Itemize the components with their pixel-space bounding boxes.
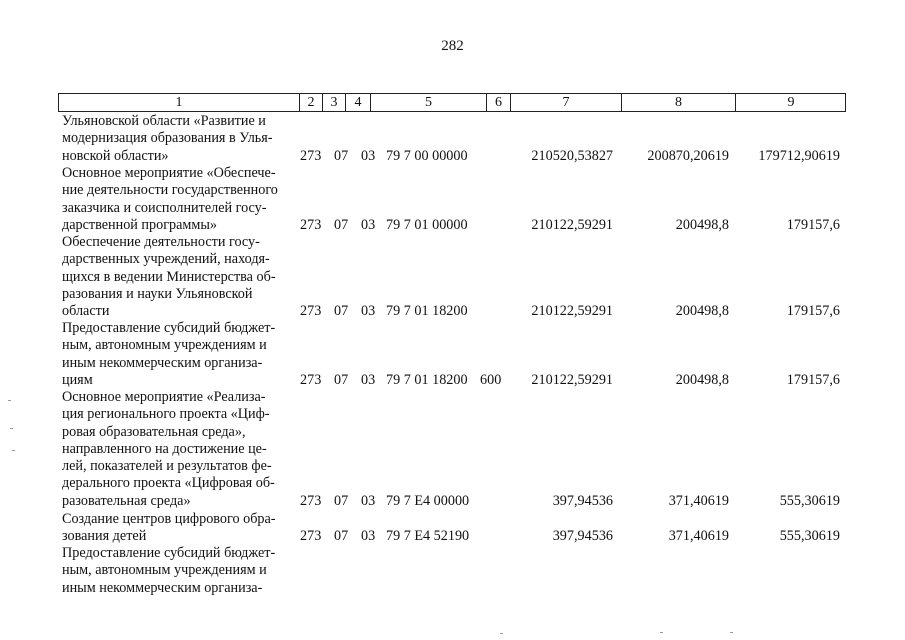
cell-amount-col7: 210122,59291 — [531, 372, 613, 388]
cell-amount-col9: 179157,6 — [786, 217, 840, 233]
description-line: ровая образовательная среда», — [62, 423, 246, 440]
cell-subsection: 03 — [361, 217, 376, 233]
cell-amount-col8: 200498,8 — [675, 372, 729, 388]
header-col-8: 8 — [621, 94, 735, 111]
description-line: заказчика и соисполнителей госу- — [62, 199, 267, 216]
cell-subsection: 03 — [361, 148, 376, 164]
scan-speck — [730, 632, 733, 633]
table-header — [58, 93, 846, 112]
cell-subsection: 03 — [361, 303, 376, 319]
cell-amount-col7: 210122,59291 — [531, 217, 613, 233]
cell-section: 07 — [334, 148, 349, 164]
page-number: 282 — [441, 38, 464, 54]
cell-subsection: 03 — [361, 493, 376, 509]
cell-amount-col7: 397,94536 — [552, 493, 613, 509]
description-line: разования и науки Ульяновской — [62, 285, 253, 302]
row-description — [62, 165, 295, 234]
description-line: направленного на достижение це- — [62, 440, 267, 457]
cell-target-code: 79 7 01 00000 — [386, 217, 468, 233]
cell-admin-code: 273 — [300, 372, 322, 388]
description-line: ние деятельности государственного — [62, 182, 278, 199]
description-line: дерального проекта «Цифровая об- — [62, 475, 275, 492]
cell-amount-col9: 179712,90619 — [758, 148, 840, 164]
description-line: ным, автономным учреждениям и — [62, 562, 267, 579]
cell-amount-col9: 179157,6 — [786, 303, 840, 319]
header-col-7: 7 — [510, 94, 621, 111]
scan-speck — [10, 428, 13, 429]
cell-target-code: 79 7 01 18200 — [386, 303, 468, 319]
cell-section: 07 — [334, 217, 349, 233]
scan-speck — [12, 450, 15, 451]
scan-speck — [660, 632, 663, 633]
description-line: ция регионального проекта «Циф- — [62, 406, 270, 423]
header-col-1: 1 — [175, 95, 183, 110]
row-description — [62, 511, 295, 546]
cell-amount-col8: 371,40619 — [668, 493, 729, 509]
description-line: области — [62, 303, 110, 320]
description-line: Предоставление субсидий бюджет- — [62, 545, 276, 561]
row-description — [62, 389, 295, 510]
cell-target-code: 79 7 Е4 00000 — [386, 493, 470, 509]
cell-section: 07 — [334, 372, 349, 388]
cell-admin-code: 273 — [300, 148, 322, 164]
cell-admin-code: 273 — [300, 493, 322, 509]
cell-amount-col7: 210520,53827 — [531, 148, 613, 164]
description-line: новской области» — [62, 147, 169, 164]
cell-section: 07 — [334, 303, 349, 319]
scan-speck — [500, 633, 503, 634]
header-col-4: 4 — [345, 94, 370, 111]
cell-admin-code: 273 — [300, 303, 322, 319]
row-description — [62, 545, 295, 597]
cell-amount-col8: 200498,8 — [675, 217, 729, 233]
row-description — [62, 234, 295, 320]
cell-amount-col9: 555,30619 — [779, 528, 840, 544]
cell-expense-type: 600 — [480, 372, 502, 388]
cell-target-code: 79 7 Е4 52190 — [386, 528, 470, 544]
header-col-2: 2 — [299, 94, 322, 111]
row-description — [62, 320, 295, 389]
cell-amount-col9: 179157,6 — [786, 372, 840, 388]
row-description — [62, 113, 295, 165]
cell-amount-col8: 200870,20619 — [647, 148, 729, 164]
description-line: Ульяновской области «Развитие и — [62, 113, 266, 129]
header-col-3: 3 — [322, 94, 345, 111]
cell-subsection: 03 — [361, 372, 376, 388]
description-line: Основное мероприятие «Реализа- — [62, 389, 266, 405]
description-line: циям — [62, 371, 93, 388]
cell-admin-code: 273 — [300, 528, 322, 544]
description-line: лей, показателей и результатов фе- — [62, 458, 272, 475]
description-line: дарственных учреждений, находя- — [62, 251, 270, 268]
scan-speck — [8, 400, 11, 401]
description-line: дарственной программы» — [62, 216, 218, 233]
cell-amount-col7: 210122,59291 — [531, 303, 613, 319]
description-line: разовательная среда» — [62, 492, 191, 509]
header-col-6: 6 — [486, 94, 510, 111]
cell-amount-col9: 555,30619 — [779, 493, 840, 509]
description-line: иным некоммерческим организа- — [62, 579, 263, 596]
description-line: щихся в ведении Министерства об- — [62, 268, 276, 285]
description-line: иным некоммерческим организа- — [62, 354, 263, 371]
cell-target-code: 79 7 00 00000 — [386, 148, 468, 164]
description-line: зования детей — [62, 528, 147, 545]
header-col-5: 5 — [370, 94, 486, 111]
description-line: модернизация образования в Улья- — [62, 130, 273, 147]
cell-amount-col8: 200498,8 — [675, 303, 729, 319]
cell-section: 07 — [334, 528, 349, 544]
description-line: ным, автономным учреждениям и — [62, 337, 267, 354]
description-line: Обеспечение деятельности госу- — [62, 234, 260, 250]
description-line: Предоставление субсидий бюджет- — [62, 320, 276, 336]
header-col-9: 9 — [735, 94, 846, 111]
cell-amount-col7: 397,94536 — [552, 528, 613, 544]
description-line: Основное мероприятие «Обеспече- — [62, 165, 276, 181]
cell-admin-code: 273 — [300, 217, 322, 233]
cell-section: 07 — [334, 493, 349, 509]
cell-subsection: 03 — [361, 528, 376, 544]
cell-target-code: 79 7 01 18200 — [386, 372, 468, 388]
description-line: Создание центров цифрового обра- — [62, 511, 276, 527]
cell-amount-col8: 371,40619 — [668, 528, 729, 544]
